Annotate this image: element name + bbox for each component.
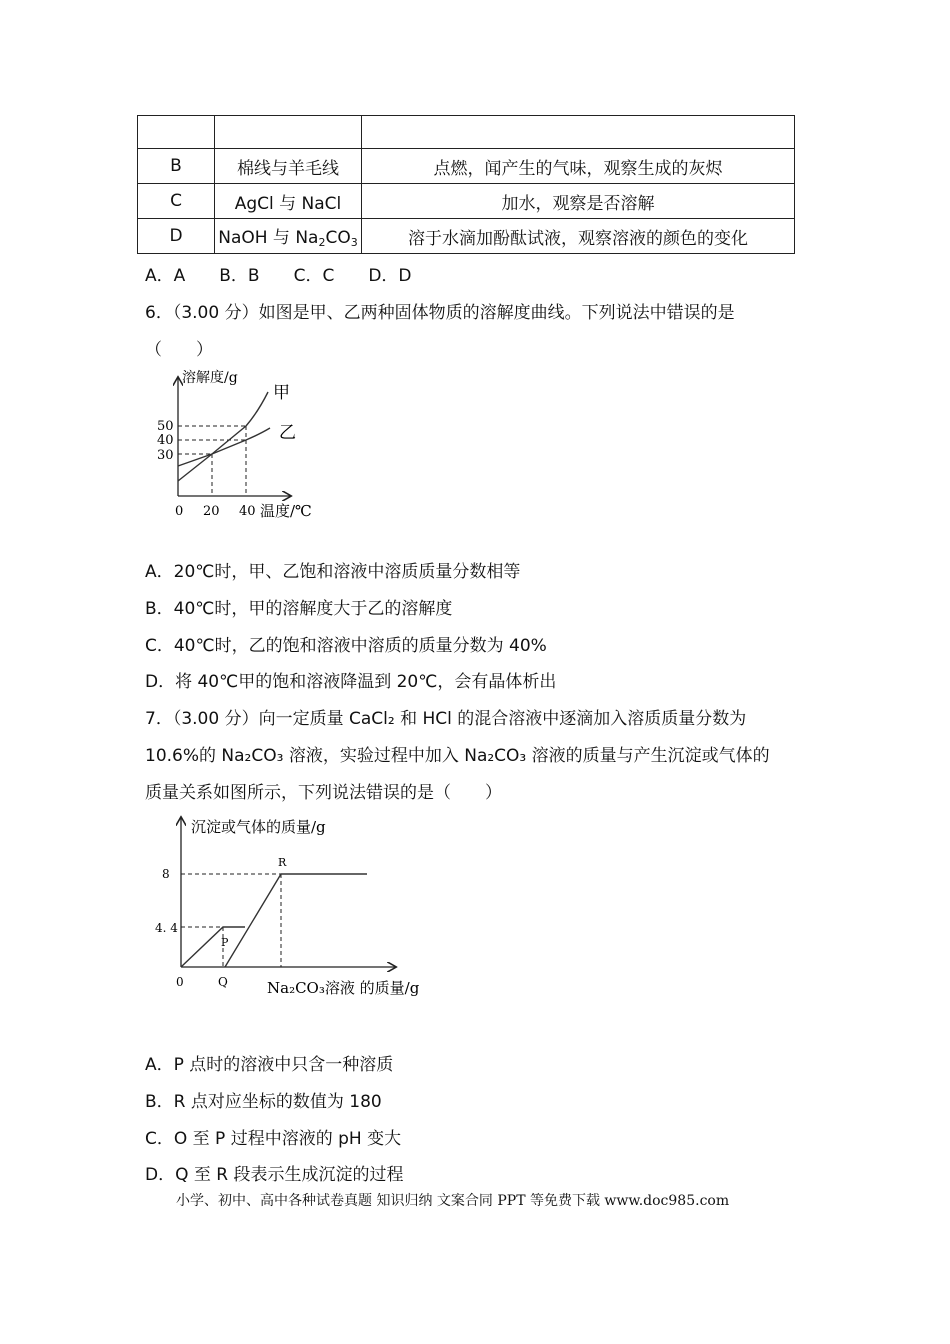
origin-label: 0 <box>176 975 184 989</box>
series-yi-curve <box>178 428 270 466</box>
x-tick-label: 20 <box>203 504 220 519</box>
table-cell-label: B <box>138 149 215 184</box>
options-table <box>137 115 795 254</box>
point-label-r: R <box>278 856 287 869</box>
table-cell-method: 溶于水滴加酚酞试液，观察溶液的颜色的变化 <box>362 219 795 254</box>
table-cell-label: C <box>138 184 215 219</box>
solubility-graph <box>145 368 335 523</box>
q7-stem: 7．（3.00 分）向一定质量 CaCl₂ 和 HCl 的混合溶液中逐滴加入溶质质量分数为 <box>145 709 747 729</box>
q6-option-c: C．40℃时，乙的饱和溶液中溶质的质量分数为 40% <box>145 636 547 656</box>
table-row <box>138 116 795 149</box>
q6-option-a: A．20℃时，甲、乙饱和溶液中溶质质量分数相等 <box>145 562 521 582</box>
table-cell-materials: AgCl 与 NaCl <box>215 184 362 219</box>
table-cell-label <box>138 116 215 149</box>
q6-option-b: B．40℃时，甲的溶解度大于乙的溶解度 <box>145 599 453 619</box>
series-label: 乙 <box>279 423 296 443</box>
q7-option-a: A．P 点时的溶液中只含一种溶质 <box>145 1055 394 1075</box>
table-row <box>138 219 795 254</box>
y-tick-label: 8 <box>162 867 170 881</box>
point-label-q: Q <box>218 975 228 989</box>
point-label-p: P <box>221 936 229 949</box>
y-tick-label: 50 <box>157 419 174 434</box>
table-cell-materials: NaOH 与 $Na_2CO_3$ <box>215 219 362 254</box>
y-axis-label: 溶解度/g <box>182 370 238 386</box>
q7-stem-cont: 质量关系如图所示，下列说法错误的是（ ） <box>145 783 502 803</box>
q7-stem-cont: 10.6%的 Na₂CO₃ 溶液，实验过程中加入 Na₂CO₃ 溶液的质量与产生沉淀或气体的 <box>145 746 770 766</box>
precipitate-curve <box>225 874 367 967</box>
table-cell-materials: 棉线与羊毛线 <box>215 149 362 184</box>
footer-text: 小学、初中、高中各种试卷真题 知识归纳 文案合同 PPT 等免费下载 www.doc985.com <box>176 1193 730 1209</box>
y-axis-label: 沉淀或气体的质量/g <box>191 818 326 836</box>
table-cell-materials <box>215 116 362 149</box>
table-cell-method <box>362 116 795 149</box>
y-tick-label: 4. 4 <box>155 921 178 935</box>
y-tick-label: 40 <box>157 433 174 448</box>
q7-option-c: C．O 至 P 过程中溶液的 pH 变大 <box>145 1129 402 1149</box>
precipitate-graph <box>145 812 445 1012</box>
series-label: 甲 <box>273 383 290 403</box>
gas-curve <box>181 927 245 967</box>
q7-option-b: B．R 点对应坐标的数值为 180 <box>145 1092 382 1112</box>
table-row <box>138 149 795 184</box>
table-cell-method: 点燃，闻产生的气味，观察生成的灰烬 <box>362 149 795 184</box>
table-cell-label: D <box>138 219 215 254</box>
x-axis-label: Na₂CO₃溶液 的质量/g <box>267 979 420 997</box>
x-tick-label: 40 <box>239 504 256 519</box>
table-cell-method: 加水，观察是否溶解 <box>362 184 795 219</box>
q5-options: A．A B．B C．C D．D <box>145 266 412 286</box>
x-tick-label: 0 <box>175 504 184 519</box>
q7-option-d: D．Q 至 R 段表示生成沉淀的过程 <box>145 1165 404 1185</box>
x-axis-label: 温度/℃ <box>260 502 312 520</box>
q6-stem: 6．（3.00 分）如图是甲、乙两种固体物质的溶解度曲线。下列说法中错误的是 <box>145 303 735 323</box>
q6-option-d: D．将 40℃甲的饱和溶液降温到 20℃，会有晶体析出 <box>145 672 557 692</box>
q6-stem-cont: （ ） <box>145 340 213 360</box>
y-tick-label: 30 <box>157 448 174 463</box>
table-row <box>138 184 795 219</box>
